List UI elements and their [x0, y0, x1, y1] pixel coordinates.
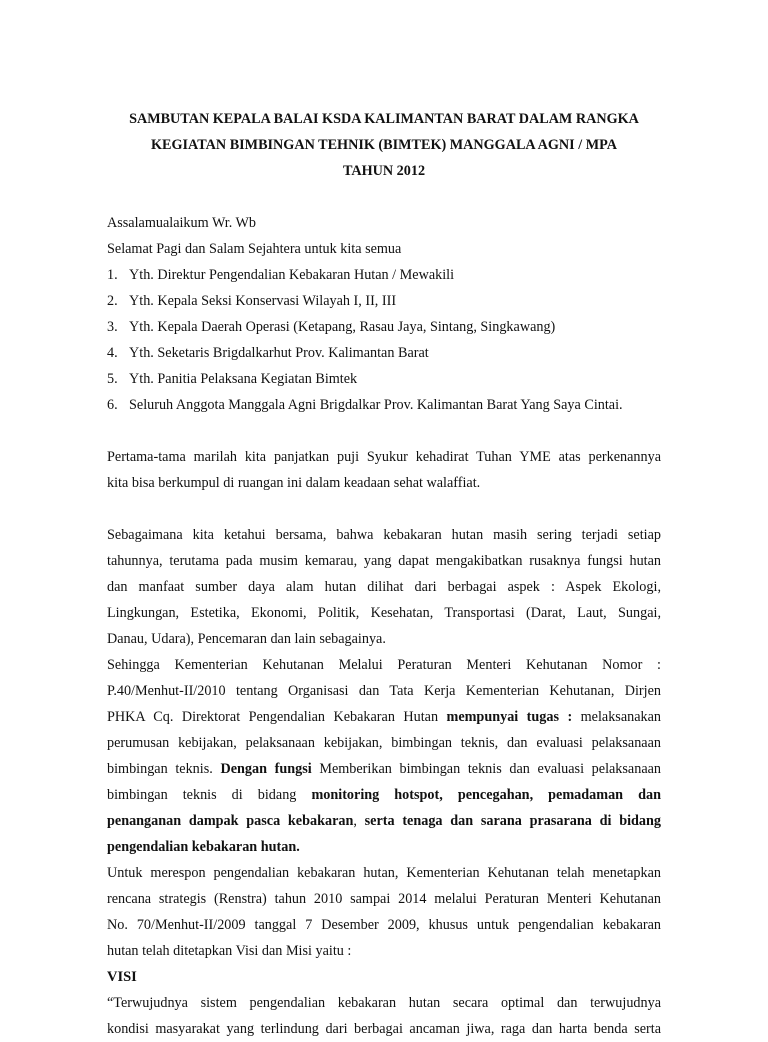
- text-run: melaksanakan: [572, 709, 661, 725]
- paragraph-line: No. 70/Menhut-II/2009 tanggal 7 Desember 2009, khusus untuk pengendalian kebakaran: [107, 917, 661, 933]
- paragraph-line: Lingkungan, Estetika, Ekonomi, Politik, Kesehatan, Transportasi (Darat, Laut, Sungai,: [107, 605, 661, 621]
- list-number: 2.: [107, 293, 118, 309]
- paragraph-line: rencana strategis (Renstra) tahun 2010 sampai 2014 melalui Peraturan Menteri Kehutanan: [107, 891, 661, 907]
- paragraph-line: tahunnya, terutama pada musim kemarau, yang dapat mengakibatkan rusaknya fungsi hutan: [107, 553, 661, 569]
- title-line-2: KEGIATAN BIMBINGAN TEHNIK (BIMTEK) MANGGALA AGNI / MPA: [151, 137, 617, 153]
- list-item: [107, 262, 661, 288]
- paragraph-opening: [107, 444, 661, 496]
- list-item: [107, 288, 661, 314]
- paragraph-line: [107, 834, 661, 860]
- text-run: Memberikan bimbingan teknis dan evaluasi pelaksanaan: [311, 761, 662, 777]
- title-line-3: TAHUN 2012: [342, 163, 426, 179]
- paragraph-regulation: [107, 652, 661, 860]
- paragraph-line: Untuk merespon pengendalian kebakaran hutan, Kementerian Kehutanan telah menetapkan: [107, 865, 661, 881]
- paragraph-line: dan manfaat sumber daya alam hutan dilihat dari berbagai aspek : Aspek Ekologi,: [107, 579, 661, 595]
- list-text: Yth. Kepala Seksi Konservasi Wilayah I, II, III: [129, 293, 397, 309]
- text-run: bimbingan teknis.: [107, 761, 221, 777]
- paragraph-line: Danau, Udara), Pencemaran dan lain sebagainya.: [107, 631, 386, 647]
- bold-text: pengendalian kebakaran hutan.: [107, 839, 300, 855]
- greeting-selamat-pagi: Selamat Pagi dan Salam Sejahtera untuk kita semua: [107, 241, 402, 257]
- list-text: Yth. Direktur Pengendalian Kebakaran Hutan / Mewakili: [129, 267, 455, 283]
- visi-heading: VISI: [107, 969, 137, 985]
- bold-text: mempunyai tugas :: [446, 709, 573, 725]
- text-run: PHKA Cq. Direktorat Pengendalian Kebakaran Hutan: [107, 709, 447, 725]
- list-item: [107, 392, 661, 418]
- text-run: bimbingan teknis di bidang: [107, 787, 312, 803]
- list-number: 6.: [107, 397, 118, 413]
- paragraph-line: “Terwujudnya sistem pengendalian kebakaran hutan secara optimal dan terwujudnya: [107, 995, 661, 1011]
- paragraph-line: hutan telah ditetapkan Visi dan Misi yaitu :: [107, 943, 352, 959]
- paragraph-line: perumusan kebijakan, pelaksanaan kebijakan, bimbingan teknis, dan evaluasi pelaksanaan: [107, 735, 661, 751]
- list-text: Seluruh Anggota Manggala Agni Brigdalkar Prov. Kalimantan Barat Yang Saya Cintai.: [129, 397, 623, 413]
- paragraph-line: [107, 808, 661, 834]
- paragraph-line: Pertama-tama marilah kita panjatkan puji Syukur kehadirat Tuhan YME atas perkenannya: [107, 449, 661, 465]
- recipient-list: [107, 262, 661, 418]
- greeting-salam: Assalamualaikum Wr. Wb: [107, 215, 257, 231]
- list-text: Yth. Panitia Pelaksana Kegiatan Bimtek: [129, 371, 358, 387]
- bold-text: penanganan dampak pasca kebakaran: [107, 813, 354, 829]
- paragraph-line: kondisi masyarakat yang terlindung dari berbagai ancaman jiwa, raga dan harta benda serta: [107, 1021, 661, 1037]
- paragraph-line: [107, 704, 661, 730]
- paragraph-line: [107, 782, 661, 808]
- list-number: 4.: [107, 345, 118, 361]
- bold-text: monitoring hotspot, pencegahan, pemadaman dan: [311, 787, 661, 803]
- document-title: [107, 106, 661, 184]
- paragraph-visi: [107, 990, 661, 1042]
- paragraph-line: [107, 756, 661, 782]
- list-item: [107, 314, 661, 340]
- list-item: [107, 366, 661, 392]
- title-line-1: SAMBUTAN KEPALA BALAI KSDA KALIMANTAN BARAT DALAM RANGKA: [129, 111, 639, 127]
- paragraph-line: Sehingga Kementerian Kehutanan Melalui Peraturan Menteri Kehutanan Nomor :: [107, 657, 661, 673]
- bold-text: Dengan fungsi: [220, 761, 312, 777]
- list-number: 5.: [107, 371, 118, 387]
- paragraph-line: kita bisa berkumpul di ruangan ini dalam keadaan sehat walaffiat.: [107, 475, 481, 491]
- paragraph-line: Sebagaimana kita ketahui bersama, bahwa kebakaran hutan masih sering terjadi setiap: [107, 527, 661, 543]
- list-number: 3.: [107, 319, 118, 335]
- paragraph-line: P.40/Menhut-II/2010 tentang Organisasi dan Tata Kerja Kementerian Kehutanan, Dirjen: [107, 683, 661, 699]
- list-text: Yth. Seketaris Brigdalkarhut Prov. Kalimantan Barat: [129, 345, 429, 361]
- document-page: [107, 106, 661, 1042]
- list-item: [107, 340, 661, 366]
- bold-text: serta tenaga dan sarana prasarana di bidang: [364, 813, 661, 829]
- greeting: [107, 210, 661, 262]
- paragraph-renstra: [107, 860, 661, 964]
- list-text: Yth. Kepala Daerah Operasi (Ketapang, Rasau Jaya, Sintang, Singkawang): [129, 319, 556, 335]
- text-run: ,: [353, 813, 365, 829]
- list-number: 1.: [107, 267, 118, 283]
- paragraph-background: [107, 522, 661, 652]
